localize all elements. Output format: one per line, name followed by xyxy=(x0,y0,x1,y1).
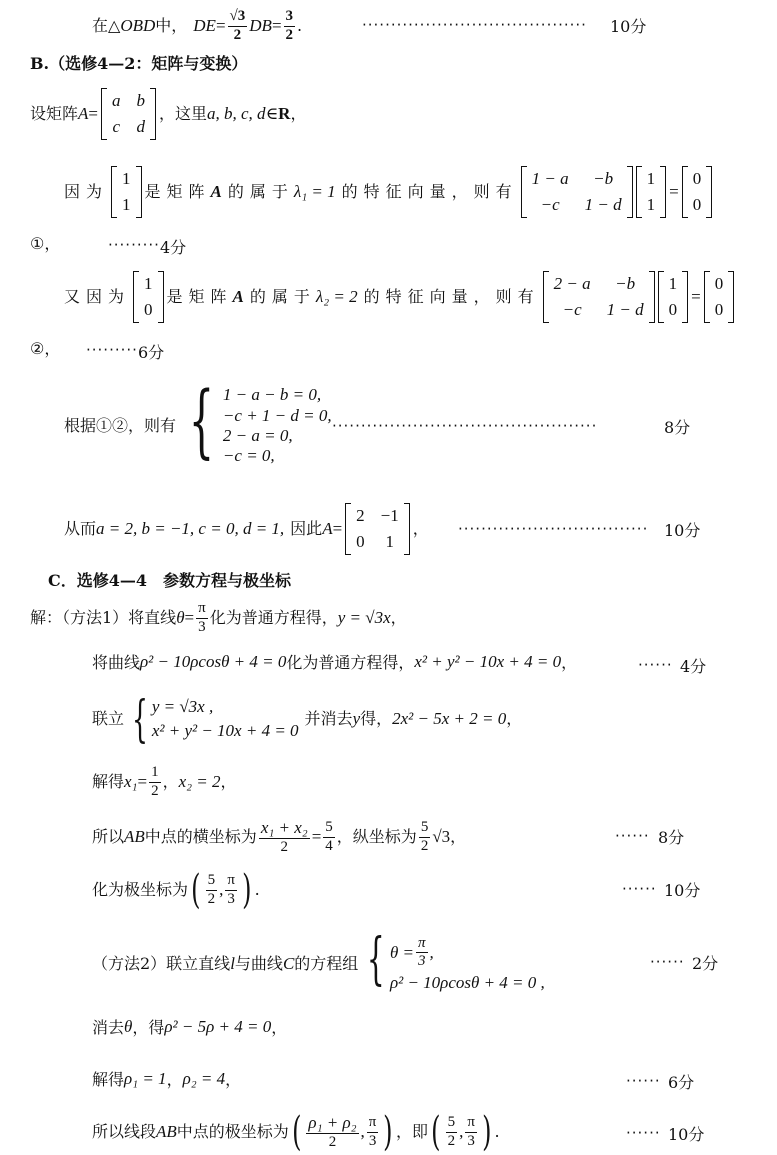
math: λ₂ = 2 xyxy=(315,286,358,306)
text: 中点的极坐标为 xyxy=(176,1122,289,1142)
line-c5 xyxy=(92,816,466,858)
math: = xyxy=(332,518,343,538)
line-c8 xyxy=(92,1017,287,1037)
text: ， xyxy=(390,608,407,628)
denominator: 4 xyxy=(325,837,333,854)
cell: 0 xyxy=(692,168,702,188)
denominator: 2 xyxy=(233,26,242,43)
fraction xyxy=(465,1114,477,1150)
numerator: π xyxy=(416,935,428,953)
section-c-title xyxy=(48,571,291,590)
text: 得， xyxy=(360,709,393,729)
matrix xyxy=(543,271,655,324)
fraction xyxy=(259,818,310,856)
line-c7 xyxy=(92,927,545,993)
text: 化为普通方程得， xyxy=(209,608,338,628)
text: 解得 xyxy=(92,1069,125,1089)
fraction xyxy=(284,8,296,44)
math: R xyxy=(278,103,291,123)
cell: 0 xyxy=(692,195,702,214)
math: θ xyxy=(124,1017,133,1036)
line-result xyxy=(64,502,429,556)
line-obd xyxy=(92,6,302,46)
cell: b xyxy=(136,90,145,110)
leader-dots: ······································· xyxy=(362,16,587,34)
math: a, b, c, d xyxy=(207,103,266,123)
math: ∈ xyxy=(265,103,279,123)
cell: 1 xyxy=(122,195,131,214)
line-system xyxy=(64,374,332,478)
math: A xyxy=(232,286,244,306)
text: 的属于 xyxy=(249,287,316,307)
cell: 1 xyxy=(122,168,131,188)
text: 的特征向量，则有 xyxy=(363,287,540,307)
line-c3 xyxy=(92,689,523,748)
text: ， xyxy=(561,652,578,672)
cell: 1 − d xyxy=(606,300,644,319)
fraction xyxy=(228,8,248,44)
leader-dots: ······ xyxy=(650,953,685,971)
score: 10分 xyxy=(664,881,701,900)
numerator: 5 xyxy=(446,1114,458,1132)
numerator: 5 xyxy=(419,819,431,837)
math: A xyxy=(78,103,89,123)
math: = xyxy=(215,15,226,35)
fraction xyxy=(206,872,218,908)
text: 将曲线 xyxy=(92,652,141,672)
line-eigen-1 xyxy=(64,165,715,219)
text: 在△ xyxy=(92,16,121,36)
cell: 1 xyxy=(144,273,153,293)
math: = xyxy=(137,771,148,791)
text: 所以线段 xyxy=(92,1122,157,1142)
math: y = √3x xyxy=(337,607,391,627)
cell: 0 xyxy=(668,300,678,319)
score: 8分 xyxy=(664,418,691,437)
math: θ xyxy=(176,607,185,627)
text: ， xyxy=(166,1069,183,1089)
line-eigen-2 xyxy=(64,270,737,324)
score: 8分 xyxy=(658,828,685,847)
text: ， xyxy=(450,827,467,847)
line-mark-2 xyxy=(30,339,60,358)
math: ρ² − 5ρ + 4 = 0 xyxy=(164,1017,272,1036)
numerator: ρ₁ + ρ₂ xyxy=(308,1113,357,1133)
math: y xyxy=(352,708,361,728)
math: = xyxy=(691,286,701,306)
text: 解得 xyxy=(92,772,125,792)
line-c4 xyxy=(92,762,237,802)
equation-system: { θ = $\frac{\pi}{3}$ , ρ² − 10ρcosθ + 4 = 0 , xyxy=(367,927,545,993)
line-c6: 化为极坐标为 ( $\frac{5}{2}$ , $\frac{\pi}{3}$ ) . xyxy=(92,867,260,913)
text: ， xyxy=(162,772,179,792)
math: = xyxy=(184,607,195,627)
math: a = 2, b = −1, c = 0, d = 1, xyxy=(96,518,285,538)
leader-dots: ········· xyxy=(108,236,160,254)
cell: 1 xyxy=(385,532,394,551)
fraction xyxy=(446,1114,458,1150)
fraction xyxy=(367,1114,379,1150)
text: ②， xyxy=(30,339,61,358)
matrix-a xyxy=(101,88,156,141)
vector xyxy=(682,166,713,219)
cell: 1 − a xyxy=(531,168,569,188)
cell: 0 xyxy=(714,273,724,293)
leader-dots: ······ xyxy=(626,1072,661,1090)
line-mark-1 xyxy=(30,234,60,253)
leader-dots: ································· xyxy=(458,520,649,538)
denominator: 2 xyxy=(207,890,216,907)
fraction xyxy=(323,819,335,855)
text: ，得 xyxy=(132,1017,165,1037)
cell: a xyxy=(112,90,121,110)
math: l xyxy=(230,953,235,973)
math: x₁ xyxy=(124,771,138,791)
math: x₂ = 2 xyxy=(178,771,221,791)
section-b-title xyxy=(30,54,247,73)
numerator: π xyxy=(196,600,208,618)
text: . xyxy=(494,1122,500,1142)
line-c10: 所以线段 AB 中点的极坐标为 ( $\frac{\text{ρ₁ + ρ₂}}{2}$ , $\frac{\pi}{3}$ ) ，即 ( $\frac{5}{2}$ , $\frac{\pi}{3}$ ) . xyxy=(92,1109,500,1155)
equation-system: { 1 − a − b = 0, −c + 1 − d = 0, 2 − a = 0, −c = 0, xyxy=(188,374,332,468)
fraction xyxy=(416,935,428,971)
cell: 2 − a xyxy=(553,273,591,293)
text: 并消去 xyxy=(304,709,353,729)
leader-dots: ······ xyxy=(626,1124,661,1142)
heading: B.（选修4—2：矩阵与变换） xyxy=(30,54,248,73)
text: 是矩阵 xyxy=(166,287,233,307)
denominator: 3 xyxy=(198,618,206,635)
fraction xyxy=(225,872,237,908)
math: DE xyxy=(193,15,216,35)
heading: C．选修4—4 参数方程与极坐标 xyxy=(48,571,292,590)
numerator: 5 xyxy=(323,819,335,837)
text: 因为 xyxy=(64,182,109,202)
vector xyxy=(704,271,735,324)
math: θ = xyxy=(389,942,415,962)
cell: 2 xyxy=(356,505,365,525)
score: 6分 xyxy=(668,1073,695,1092)
fraction xyxy=(149,764,161,800)
denominator: 3 xyxy=(467,1132,475,1149)
numerator: 3 xyxy=(284,8,296,26)
cell: −b xyxy=(593,168,614,188)
cell: −1 xyxy=(380,505,399,525)
math: , xyxy=(360,1121,365,1141)
text: ， xyxy=(225,1069,242,1089)
equation-system: { y = √3x , x² + y² − 10x + 4 = 0 xyxy=(131,689,299,748)
fraction xyxy=(196,600,208,636)
vector xyxy=(111,166,142,219)
matrix-result xyxy=(345,503,410,556)
score: 10分 xyxy=(668,1125,705,1144)
fraction xyxy=(419,819,431,855)
cell: 1 xyxy=(646,195,656,214)
equation: x² + y² − 10x + 4 = 0 xyxy=(151,721,299,741)
text: 因此 xyxy=(290,519,323,539)
text: ， xyxy=(506,709,523,729)
math: = xyxy=(311,826,322,846)
score: 2分 xyxy=(692,954,719,973)
text: ， xyxy=(290,104,307,124)
math: ρ₂ = 4 xyxy=(182,1069,226,1088)
text: 中， xyxy=(155,16,188,36)
text: 与曲线 xyxy=(234,954,283,974)
text: ①， xyxy=(30,234,61,253)
cell: d xyxy=(136,117,145,136)
equation: −c + 1 − d = 0, xyxy=(222,405,332,425)
math: 2x² − 5x + 2 = 0 xyxy=(392,708,507,728)
denominator: 3 xyxy=(418,953,426,970)
text: 化为普通方程得， xyxy=(286,652,415,672)
math: ρ₁ = 1 xyxy=(124,1069,167,1088)
math: A xyxy=(322,518,333,538)
denominator: 2 xyxy=(447,1132,456,1149)
text: 的属于 xyxy=(227,182,294,202)
equation: y = √3x , xyxy=(151,696,214,716)
cell: 0 xyxy=(356,532,365,551)
score: 10分 xyxy=(664,521,701,540)
equation: 2 − a = 0, xyxy=(222,426,293,445)
numerator: π xyxy=(465,1114,477,1132)
score: 4分 xyxy=(160,238,187,257)
leader-dots: ·············································· xyxy=(332,417,598,435)
math: , xyxy=(459,1121,464,1141)
text: 又因为 xyxy=(64,287,131,307)
text: ， xyxy=(271,1017,288,1037)
cell: 0 xyxy=(144,300,153,319)
math: A xyxy=(210,181,222,201)
numerator: π xyxy=(225,872,237,890)
math: x² + y² − 10x + 4 = 0 xyxy=(414,652,562,671)
math: C xyxy=(282,953,295,973)
line-c9 xyxy=(92,1069,241,1089)
cell: 0 xyxy=(714,300,724,319)
equation: −c = 0, xyxy=(222,446,275,466)
text: ， xyxy=(220,772,237,792)
text: 化为极坐标为 xyxy=(92,880,189,900)
denominator: 2 xyxy=(328,1133,337,1150)
math: , xyxy=(429,942,434,962)
text: 的方程组 xyxy=(294,954,359,974)
math: = xyxy=(88,103,98,123)
vector xyxy=(636,166,667,219)
numerator: √3 xyxy=(228,8,248,26)
matrix xyxy=(521,166,633,219)
line-c1 xyxy=(30,597,407,639)
text: ，即 xyxy=(395,1122,428,1142)
denominator: 3 xyxy=(368,1132,377,1149)
score: 10分 xyxy=(610,17,647,36)
cell: 1 xyxy=(646,168,656,188)
vector xyxy=(133,271,164,324)
cell: −b xyxy=(615,273,636,293)
numerator: x₁ + x₂ xyxy=(260,818,308,838)
text: 是矩阵 xyxy=(144,182,211,202)
cell: 1 − d xyxy=(584,195,622,214)
text: . xyxy=(297,16,303,36)
text: 设矩阵 xyxy=(30,104,79,124)
score: 6分 xyxy=(138,343,165,362)
denominator: 2 xyxy=(280,838,288,855)
denominator: 2 xyxy=(285,26,294,43)
denominator: 2 xyxy=(151,782,159,799)
math: √3 xyxy=(432,826,451,846)
leader-dots: ······ xyxy=(638,656,673,674)
text: 根据①②，则有 xyxy=(64,416,177,436)
fraction xyxy=(306,1113,358,1151)
numerator: 1 xyxy=(149,764,161,782)
cell: c xyxy=(112,117,121,136)
math: ρ² − 10ρcosθ + 4 = 0 xyxy=(140,652,287,671)
text: ，纵坐标为 xyxy=(336,827,417,847)
score: 4分 xyxy=(680,657,707,676)
line-c2 xyxy=(92,652,577,672)
text: . xyxy=(254,880,260,900)
text: 从而 xyxy=(64,519,97,539)
math: AB xyxy=(124,826,145,846)
text: 消去 xyxy=(92,1017,125,1037)
equation xyxy=(390,935,545,971)
math: DB xyxy=(249,15,272,35)
math: = xyxy=(271,15,282,35)
cell: 1 xyxy=(668,273,678,293)
equation: ρ² − 10ρcosθ + 4 = 0 , xyxy=(389,972,545,992)
cell: −c xyxy=(540,195,560,214)
math: AB xyxy=(156,1121,177,1141)
text: 中点的横坐标为 xyxy=(144,827,257,847)
math: , xyxy=(219,879,224,899)
leader-dots: ········· xyxy=(86,341,138,359)
math: = xyxy=(669,181,679,201)
text: 所以 xyxy=(92,827,125,847)
numerator: π xyxy=(367,1114,379,1132)
leader-dots: ······ xyxy=(622,880,657,898)
text: ，这里 xyxy=(159,104,208,124)
equation: 1 − a − b = 0, xyxy=(222,385,322,405)
leader-dots: ······ xyxy=(615,827,650,845)
denominator: 3 xyxy=(227,890,235,907)
math: λ₁ = 1 xyxy=(293,181,336,201)
text: ， xyxy=(412,519,429,539)
text: 联立 xyxy=(92,709,125,729)
cell: −c xyxy=(562,300,582,319)
line-matrix-def xyxy=(30,88,306,140)
vector xyxy=(658,271,689,324)
denominator: 2 xyxy=(420,837,429,854)
text: 解：（方法1）将直线 xyxy=(30,608,177,628)
numerator: 5 xyxy=(206,872,218,890)
text: （方法2）联立直线 xyxy=(92,954,231,974)
math: OBD xyxy=(120,15,156,35)
text: 的特征向量，则有 xyxy=(341,182,518,202)
